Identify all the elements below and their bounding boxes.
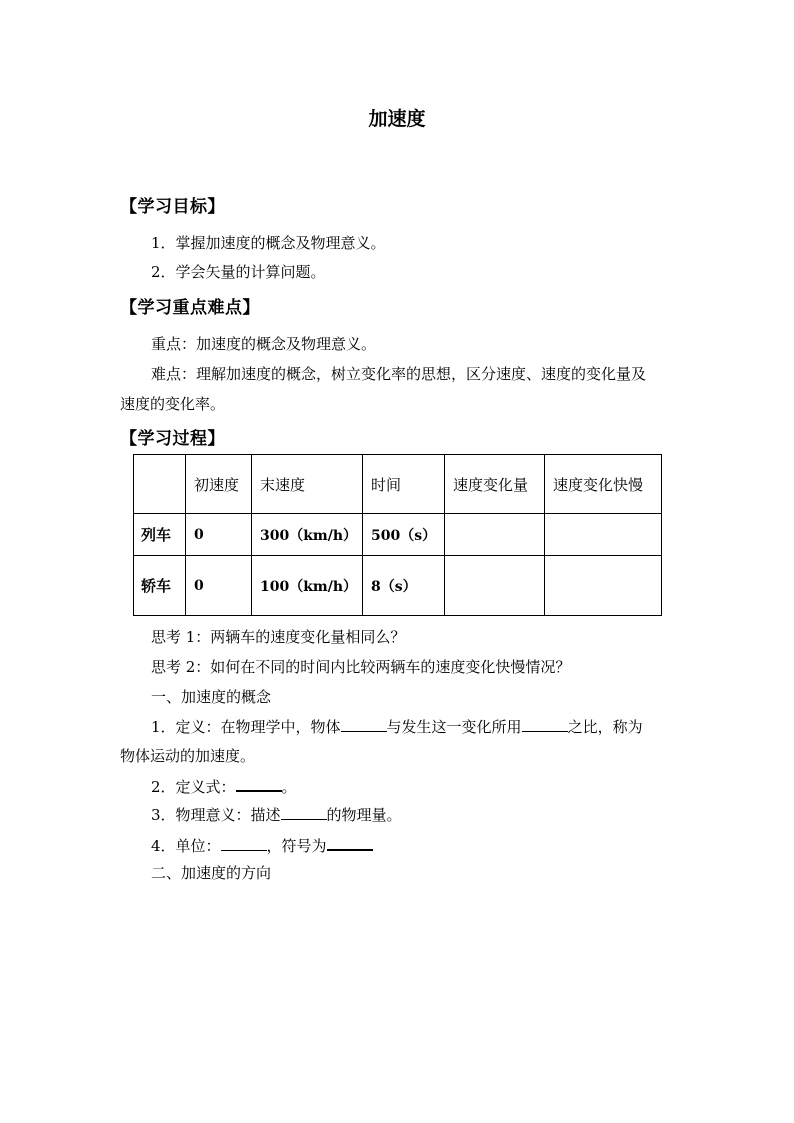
keypoint-focus: 重点：加速度的概念及物理意义。 (151, 335, 377, 353)
formula-text: 2．定义式： (151, 778, 236, 796)
table-cell: 300（km/h） (252, 514, 363, 556)
keypoint-difficulty: 难点：理解加速度的概念，树立变化率的思想，区分速度、速度的变化量及 (151, 365, 647, 383)
page-title: 加速度 (368, 108, 426, 130)
comparison-table (133, 454, 662, 616)
table-cell (545, 556, 662, 616)
question-2: 思考 2：如何在不同的时间内比较两辆车的速度变化快慢情况？ (151, 658, 571, 676)
part2-heading: 二、加速度的方向 (151, 864, 272, 882)
section-heading-process: 【学习过程】 (120, 429, 225, 449)
unit-text: ，符号为 (266, 837, 327, 855)
table-row (134, 556, 662, 616)
table-header-row (134, 455, 662, 514)
fill-blank (522, 716, 568, 732)
section-heading-keypoints: 【学习重点难点】 (120, 298, 260, 318)
definition-text: 1．定义：在物理学中，物体 (151, 718, 341, 736)
part1-heading: 一、加速度的概念 (151, 688, 272, 706)
fill-blank (341, 716, 387, 732)
table-cell: 100（km/h） (252, 556, 363, 616)
definition-text: 之比，称为 (567, 718, 643, 736)
table-cell: 8（s） (363, 556, 445, 616)
table-cell: 0 (186, 556, 252, 616)
formula-text: 。 (281, 778, 297, 796)
fill-blank (327, 834, 373, 851)
meaning-text: 的物理量。 (326, 806, 402, 824)
unit-line (151, 834, 373, 856)
goal-item-1: 1．掌握加速度的概念及物理意义。 (151, 234, 386, 252)
meaning-line (151, 804, 402, 825)
table-cell (445, 514, 545, 556)
row-label: 列车 (134, 514, 186, 556)
table-cell (545, 514, 662, 556)
fill-blank (236, 775, 282, 792)
goal-item-2: 2．学会矢量的计算问题。 (151, 263, 326, 281)
unit-text: 4．单位： (151, 837, 221, 855)
definition-line (151, 716, 643, 737)
question-1: 思考 1：两辆车的速度变化量相同么？ (151, 628, 406, 646)
keypoint-difficulty-cont: 速度的变化率。 (120, 395, 226, 413)
table-header-cell: 末速度 (252, 455, 363, 514)
fill-blank (221, 835, 267, 851)
table-row (134, 514, 662, 556)
section-heading-goals: 【学习目标】 (120, 197, 225, 217)
table-header-cell: 初速度 (186, 455, 252, 514)
table-header-cell (134, 455, 186, 514)
formula-line (151, 775, 297, 797)
definition-text: 与发生这一变化所用 (386, 718, 522, 736)
table-cell: 0 (186, 514, 252, 556)
meaning-text: 3．物理意义：描述 (151, 806, 281, 824)
table-header-cell: 时间 (363, 455, 445, 514)
table-cell (445, 556, 545, 616)
table-header-cell: 速度变化量 (445, 455, 545, 514)
row-label: 轿车 (134, 556, 186, 616)
table-cell: 500（s） (363, 514, 445, 556)
definition-cont: 物体运动的加速度。 (120, 747, 256, 765)
fill-blank (281, 804, 327, 820)
table-header-cell: 速度变化快慢 (545, 455, 662, 514)
